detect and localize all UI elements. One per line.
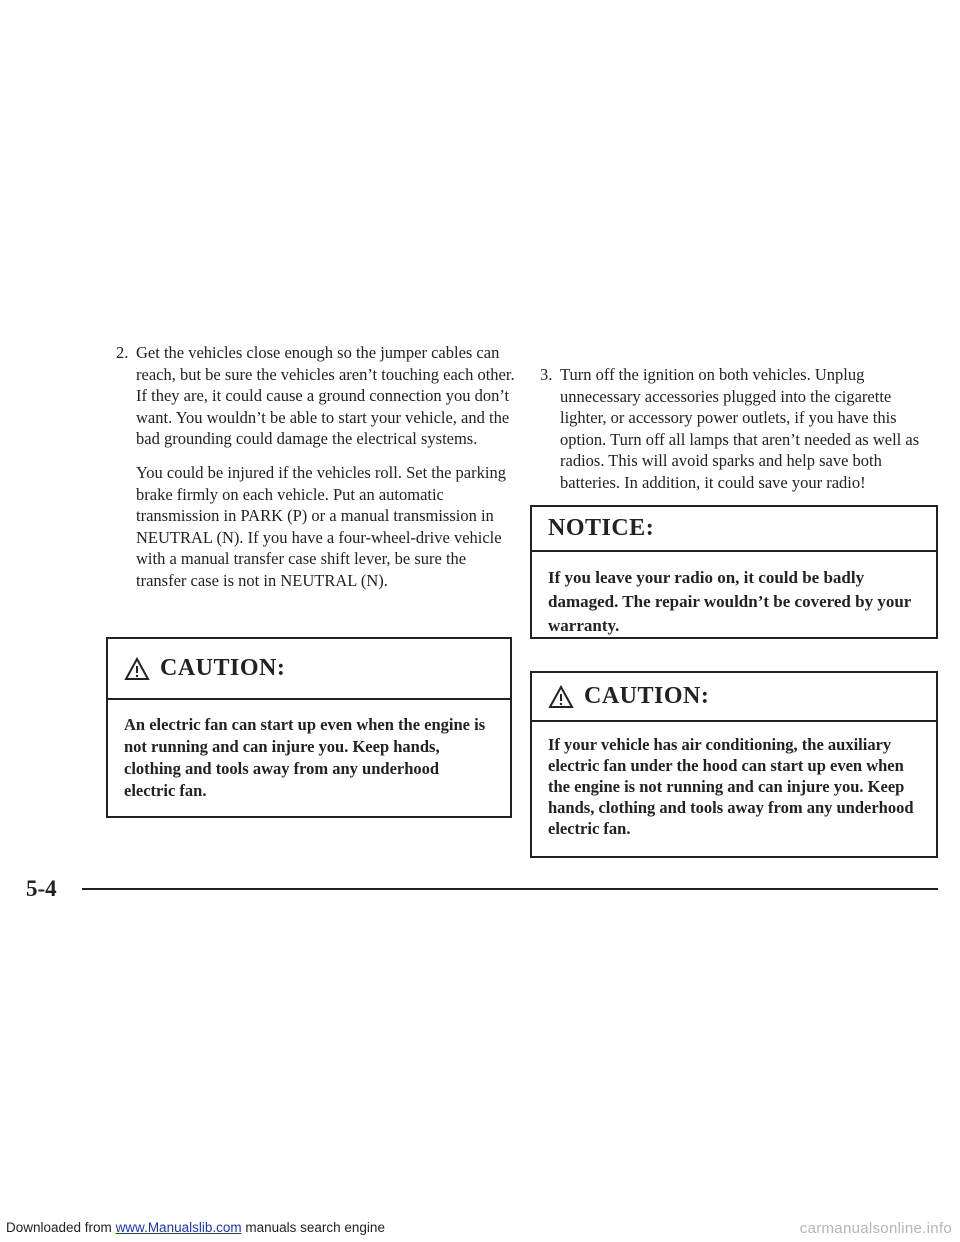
- caution-box-left: [106, 637, 512, 818]
- download-banner: [6, 1220, 385, 1235]
- notice-text: If you leave your radio on, it could be badly damaged. The repair wouldn’t be covered by your warranty.: [548, 568, 912, 635]
- warning-triangle-icon: [124, 657, 150, 681]
- footer-rule: [82, 888, 938, 890]
- step-number: 3.: [540, 365, 553, 384]
- step-2-paragraph-2: You could be injured if the vehicles roll. Set the parking brake firmly on each vehicle. Put an automatic transmission in PARK (P) or a manual transmission in NEUTRAL (N). If you have a four-wheel-drive vehicle with a manual transfer case shift lever, be sure the transfer case is not in NEUTRAL (N).: [136, 462, 506, 590]
- caution-box-right: [530, 671, 938, 858]
- step-3-paragraph-1: Turn off the ignition on both vehicles. Unplug unnecessary accessories plugged into the cigarette lighter, or accessory power outlets, if you have this option. Turn off all lamps that aren’t needed as well as radios. This will avoid sparks and help save both batteries. In addition, it could save your radio!: [560, 365, 920, 492]
- notice-box: [530, 505, 938, 639]
- step-2: [116, 342, 516, 604]
- caution-text: If your vehicle has air conditioning, the auxiliary electric fan under the hood can start up even when the engine is not running and can injure you. Keep hands, clothing and tools away from any underhood electric fan.: [548, 735, 914, 838]
- step-3: [540, 364, 940, 506]
- notice-title: NOTICE:: [548, 515, 655, 541]
- step-number: 2.: [116, 343, 129, 362]
- caution-title: CAUTION:: [584, 683, 710, 709]
- banner-suffix: manuals search engine: [241, 1220, 385, 1235]
- manualslib-link[interactable]: www.Manualslib.com: [115, 1220, 242, 1235]
- page-number: 5-4: [26, 876, 57, 901]
- watermark: carmanualsonline.info: [799, 1220, 952, 1237]
- caution-text: An electric fan can start up even when the engine is not running and can injure you. Keep hands, clothing and tools away from any underhood electric fan.: [124, 715, 486, 800]
- step-2-paragraph-1: Get the vehicles close enough so the jumper cables can reach, but be sure the vehicles aren’t touching each other. If they are, it could cause a ground connection you don’t want. You wouldn’t be able to start your vehicle, and the bad grounding could damage the electrical systems.: [136, 343, 515, 449]
- caution-title: CAUTION:: [160, 655, 286, 681]
- warning-triangle-icon: [548, 685, 574, 709]
- banner-prefix: Downloaded from: [6, 1220, 116, 1235]
